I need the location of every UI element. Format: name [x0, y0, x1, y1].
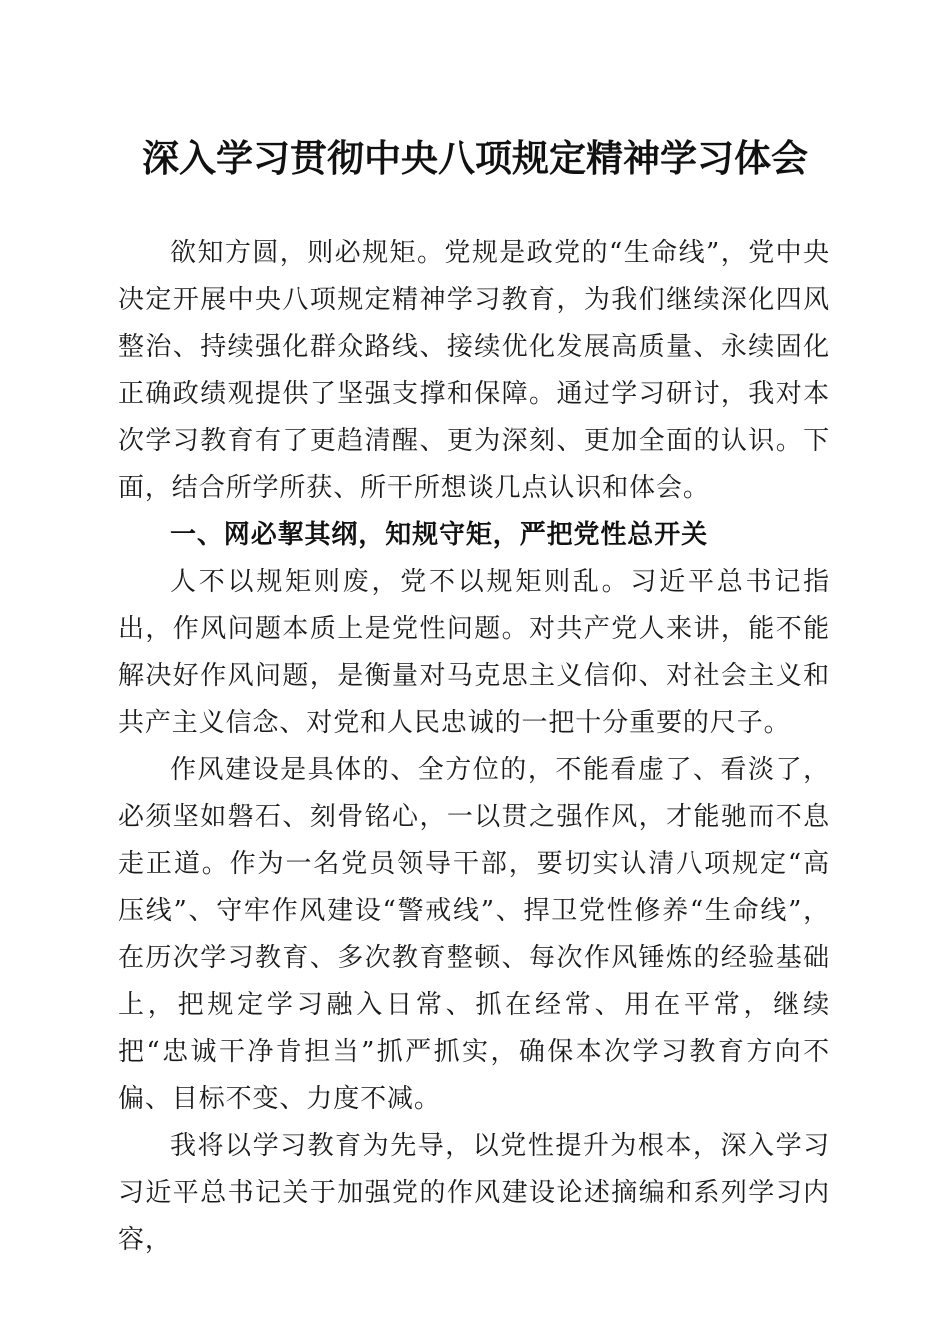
- paragraph-intro: 欲知方圆，则必规矩。党规是政党的“生命线”，党中央决定开展中央八项规定精神学习教育，为我们继续深化四风整治、持续强化群众路线、接续优化发展高质量、永续固化正确政绩观提供了坚强支撑和保障。通过学习研讨，我对本次学习教育有了更趋清醒、更为深刻、更加全面的认识。下面，结合所学所获、所干所想谈几点认识和体会。: [118, 238, 830, 503]
- section-heading-1: 一、网必挈其纲，知规守矩，严把党性总开关: [170, 520, 709, 550]
- paragraph-section-1-a: 人不以规矩则废，党不以规矩则乱。习近平总书记指出，作风问题本质上是党性问题。对共产党人来讲，能不能解决好作风问题，是衡量对马克思主义信仰、对社会主义和共产主义信念、对党和人民忠诚的一把十分重要的尺子。: [118, 567, 830, 738]
- document-body: [118, 230, 830, 1264]
- document-title: 深入学习贯彻中央八项规定精神学习体会: [142, 136, 808, 180]
- paragraph-section-1-c: 我将以学习教育为先导，以党性提升为根本，深入学习习近平总书记关于加强党的作风建设论述摘编和系列学习内容，: [118, 1131, 830, 1255]
- paragraph-section-1-b: 作风建设是具体的、全方位的，不能看虚了、看淡了，必须坚如磐石、刻骨铭心，一以贯之强作风，才能驰而不息走正道。作为一名党员领导干部，要切实认清八项规定“高压线”、守牢作风建设“警戒线”、捍卫党性修养“生命线”，在历次学习教育、多次教育整顿、每次作风锤炼的经验基础上，把规定学习融入日常、抓在经常、用在平常，继续把“忠诚干净肯担当”抓严抓实，确保本次学习教育方向不偏、目标不变、力度不减。: [118, 755, 830, 1114]
